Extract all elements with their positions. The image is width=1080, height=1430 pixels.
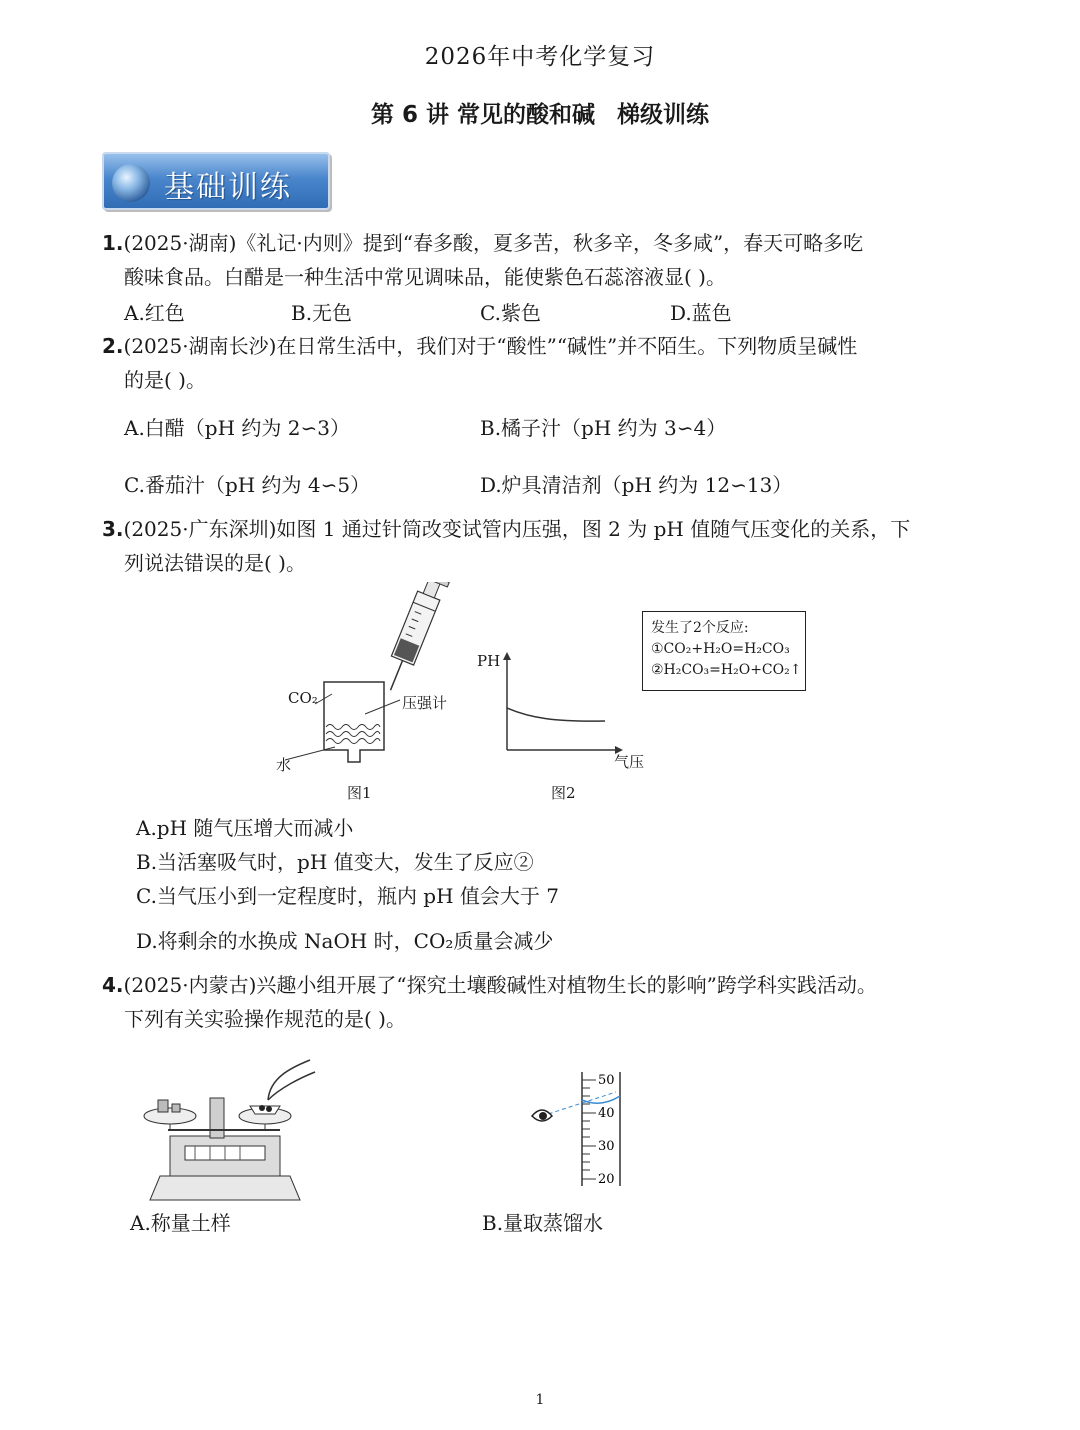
question-text: (2025·湖南)《礼记·内则》提到“春多酸，夏多苦，秋多辛，冬多咸”，春天可略多吃 — [123, 231, 864, 255]
water-drop-icon — [112, 164, 150, 202]
option-d: D.将剩余的水换成 NaOH 时，CO₂质量会减少 — [136, 929, 554, 953]
option-b: B.橘子汁（pH 约为 3∽4） — [480, 416, 727, 440]
option-b: B.当活塞吸气时，pH 值变大，发生了反应② — [136, 850, 534, 874]
question-number: 2. — [102, 334, 124, 358]
option-a: A.pH 随气压增大而减小 — [136, 816, 354, 840]
lesson-level: 梯级训练 — [617, 102, 710, 128]
figure-1-caption: 图1 — [347, 784, 372, 802]
tick-label: 40 — [598, 1106, 615, 1121]
question-number: 4. — [102, 973, 124, 997]
option-d: D.蓝色 — [670, 301, 732, 325]
reaction-2: ②H₂CO₃=H₂O+CO₂↑ — [651, 662, 802, 678]
question-number: 1. — [102, 231, 124, 255]
option-a: A.红色 — [124, 301, 185, 325]
syringe-icon — [378, 582, 450, 695]
doc-title: 2026年中考化学复习 — [424, 44, 656, 70]
reaction-1: ①CO₂+H₂O=H₂CO₃ — [651, 641, 790, 657]
reaction-box-title: 发生了2个反应: — [651, 620, 749, 636]
question-text: (2025·内蒙古)兴趣小组开展了“探究土壤酸碱性对植物生长的影响”跨学科实践活动。 — [123, 973, 877, 997]
question-2 — [102, 329, 992, 397]
option-c: C.紫色 — [480, 301, 541, 325]
co2-label: CO₂ — [288, 689, 318, 707]
option-b: B.量取蒸馏水 — [482, 1211, 604, 1235]
option-c: C.番茄汁（pH 约为 4∽5） — [124, 473, 371, 497]
balance-scale-illustration — [140, 1058, 320, 1203]
question-number: 3. — [102, 517, 124, 541]
option-a: A.白醋（pH 约为 2∽3） — [124, 416, 350, 440]
pressure-gauge-label: 压强计 — [402, 694, 448, 712]
option-b: B.无色 — [291, 301, 353, 325]
option-c: C.当气压小到一定程度时，瓶内 pH 值会大于 7 — [136, 884, 559, 908]
question-text: 的是( )。 — [124, 368, 206, 392]
tick-label: 50 — [598, 1073, 615, 1088]
question-3 — [102, 512, 992, 580]
figure-2-caption: 图2 — [551, 784, 576, 802]
lesson-name: 第 6 讲 常见的酸和碱 — [370, 102, 596, 128]
section-banner-label: 基础训练 — [164, 170, 292, 205]
ph-axis-label: PH — [477, 652, 501, 670]
tick-label: 20 — [598, 1172, 615, 1187]
tick-label: 30 — [598, 1139, 615, 1154]
lesson-title — [0, 96, 1080, 129]
water-label: 水 — [276, 756, 292, 774]
figure-1-syringe-apparatus — [260, 582, 480, 782]
section-banner — [102, 152, 330, 210]
graduated-cylinder-illustration — [528, 1068, 628, 1190]
figure-2-ph-chart — [495, 650, 625, 760]
question-text: 列说法错误的是( )。 — [124, 551, 306, 575]
ph-curve — [507, 708, 605, 721]
question-text: 酸味食品。白醋是一种生活中常见调味品，能使紫色石蕊溶液显( )。 — [124, 265, 726, 289]
question-1 — [102, 226, 992, 294]
question-text: (2025·广东深圳)如图 1 通过针筒改变试管内压强，图 2 为 pH 值随气压变化的关系，下 — [123, 517, 911, 541]
question-4 — [102, 968, 992, 1036]
option-d: D.炉具清洁剂（pH 约为 12∽13） — [480, 473, 793, 497]
question-text: 下列有关实验操作规范的是( )。 — [124, 1007, 406, 1031]
option-a: A.称量土样 — [130, 1211, 231, 1235]
reaction-box — [642, 611, 806, 691]
page-number: 1 — [535, 1392, 545, 1408]
question-text: (2025·湖南长沙)在日常生活中，我们对于“酸性”“碱性”并不陌生。下列物质呈碱性 — [123, 334, 858, 358]
pressure-axis-label: 气压 — [614, 753, 645, 771]
